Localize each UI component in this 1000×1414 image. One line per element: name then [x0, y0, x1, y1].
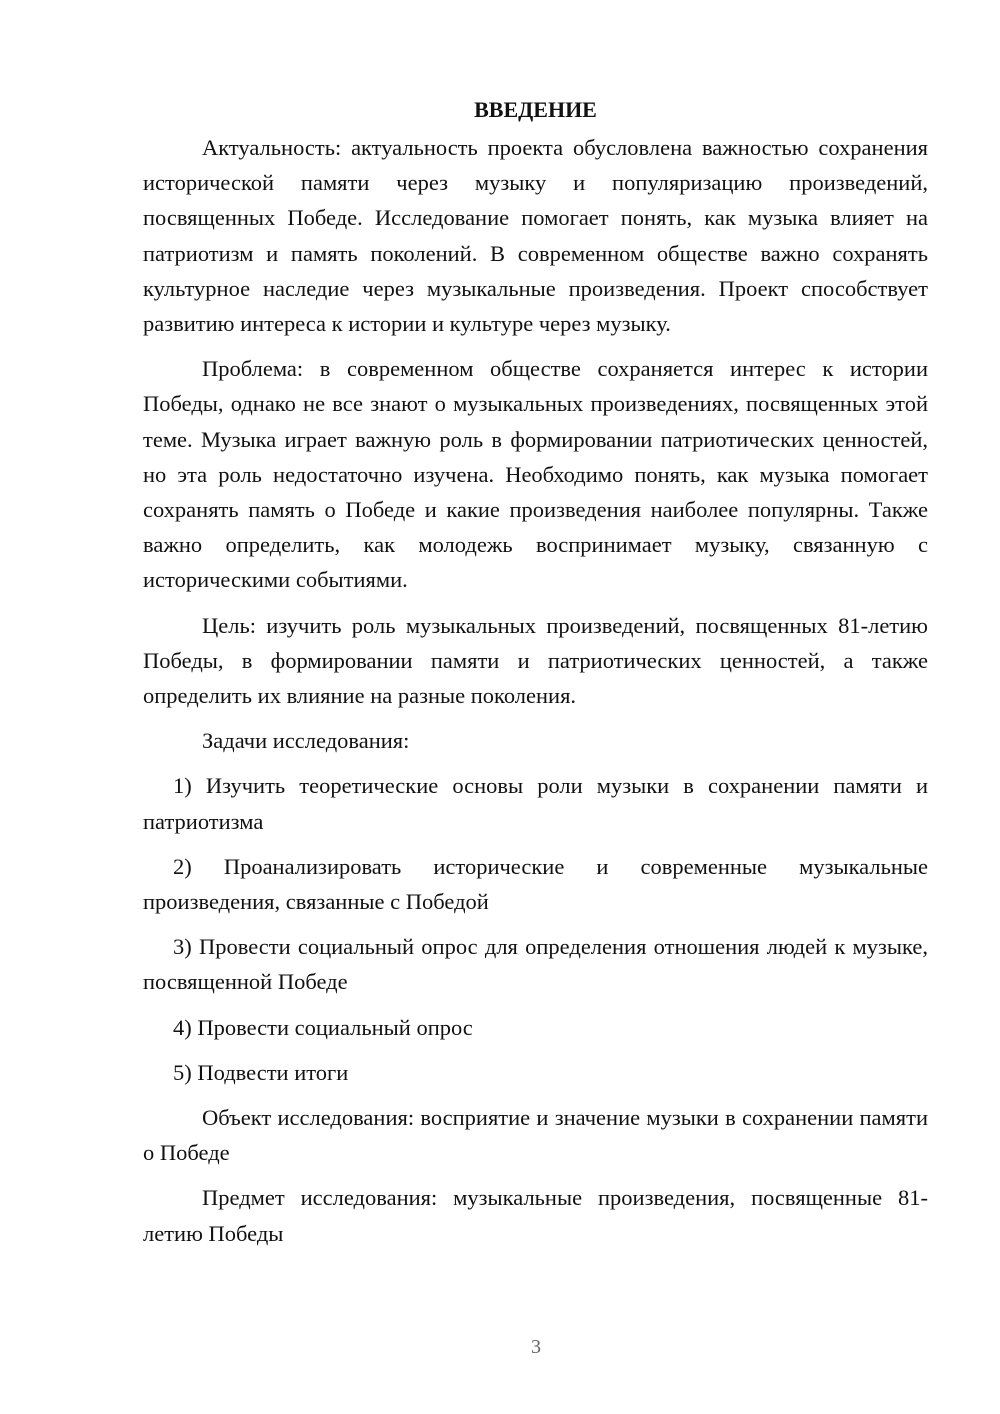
tasks-heading: Задачи исследования:	[202, 728, 410, 754]
page-content	[143, 94, 928, 1261]
problem-paragraph: Проблема: в современном обществе сохраняется интерес к истории Победы, однако не все знают о музыкальных произведениях, посвященных этой теме. Музыка играет важную роль в формировании патриотических ценностей, но эта роль недостаточно изучена. Необходимо понять, как музыка помогает сохранять память о Победе и какие произведения наиболее популярны. Также важно определить, как молодежь воспринимает музыку, связанную с историческими событиями.	[143, 356, 928, 593]
task-item-1: 1) Изучить теоретические основы роли музыки в сохранении памяти и патриотизма	[143, 773, 928, 834]
object-paragraph: Объект исследования: восприятие и значение музыки в сохранении памяти о Победе	[143, 1105, 928, 1166]
section-heading: ВВЕДЕНИЕ	[474, 97, 597, 122]
subject-paragraph: Предмет исследования: музыкальные произведения, посвященные 81-летию Победы	[143, 1185, 928, 1246]
task-item-3: 3) Провести социальный опрос для определения отношения людей к музыке, посвященной Победе	[143, 934, 928, 995]
goal-paragraph: Цель: изучить роль музыкальных произведений, посвященных 81-летию Победы, в формировании памяти и патриотических ценностей, а также определить их влияние на разные поколения.	[143, 612, 928, 709]
task-item-2: 2) Проанализировать исторические и современные музыкальные произведения, связанные с Победой	[143, 853, 928, 915]
task-item-4: 4) Провести социальный опрос	[173, 1014, 473, 1040]
page-number: 3	[531, 1336, 541, 1358]
relevance-paragraph: Актуальность: актуальность проекта обусловлена важностью сохранения исторической памяти через музыку и популяризацию произведений, посвященных Победе. Исследование помогает понять, как музыка влияет на патриотизм и память поколений. В современном обществе важно сохранять культурное наследие через музыкальные произведения. Проект способствует развитию интереса к истории и культуре через музыку.	[143, 135, 928, 337]
task-item-5: 5) Подвести итоги	[173, 1059, 349, 1085]
